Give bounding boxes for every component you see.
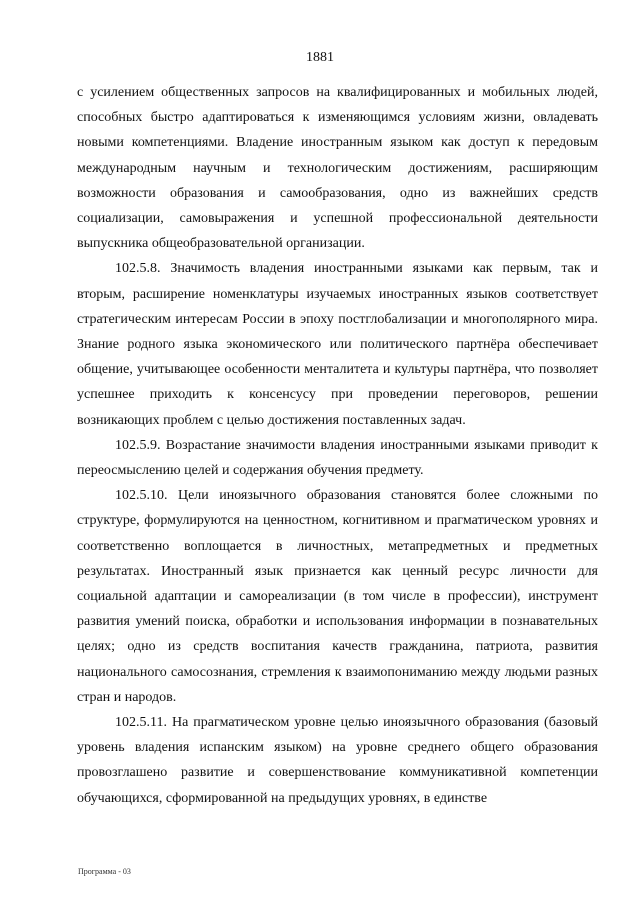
paragraph-102-5-8: 102.5.8. Значимость владения иностранными языками как первым, так и вторым, расширение номенклатуры изучаемых иностранных языков соответствует стратегическим интересам России в эпоху постглобализации и многополярного мира. Знание родного языка экономического или политического партнёра обеспечивает общение, учитывающее особенности менталитета и культуры партнёра, что позволяет успешнее приходить к консенсусу при проведении переговоров, решении возникающих проблем с целью достижения поставленных задач. [77,261,598,428]
paragraph-102-5-11: 102.5.11. На прагматическом уровне целью иноязычного образования (базовый уровень владения испанским языком) на уровне среднего общего образования провозглашено развитие и совершенствование коммуникативной компетенции обучающихся, сформированной на предыдущих уровнях, в единстве [77,715,598,806]
page-number: 1881 [306,50,334,65]
paragraph-102-5-9: 102.5.9. Возрастание значимости владения иностранными языками приводит к переосмыслению целей и содержания обучения предмету. [77,437,598,479]
footer-note: Программа - 03 [78,867,131,876]
paragraph-102-5-10: 102.5.10. Цели иноязычного образования становятся более сложными по структуре, формулируются на ценностном, когнитивном и прагматическом уровнях и соответственно воплощается в личностных, метапредметных и предметных результатах. Иностранный язык признается как ценный ресурс личности для социальной адаптации и самореализации (в том числе в профессии), инструмент развития умений поиска, обработки и использования информации в познавательных целях; одно из средств воспитания качеств гражданина, патриота, развития национального самосознания, стремления к взаимопониманию между людьми разных стран и народов. [77,488,598,705]
body-text [77,80,598,811]
paragraph-continuation: с усилением общественных запросов на квалифицированных и мобильных людей, способных быстро адаптироваться к изменяющимся условиям жизни, овладевать новыми компетенциями. Владение иностранным языком как доступ к передовым международным научным и технологическим достижениям, расширяющим возможности образования и самообразования, одно из важнейших средств социализации, самовыражения и успешной профессиональной деятельности выпускника общеобразовательной организации. [77,85,598,252]
